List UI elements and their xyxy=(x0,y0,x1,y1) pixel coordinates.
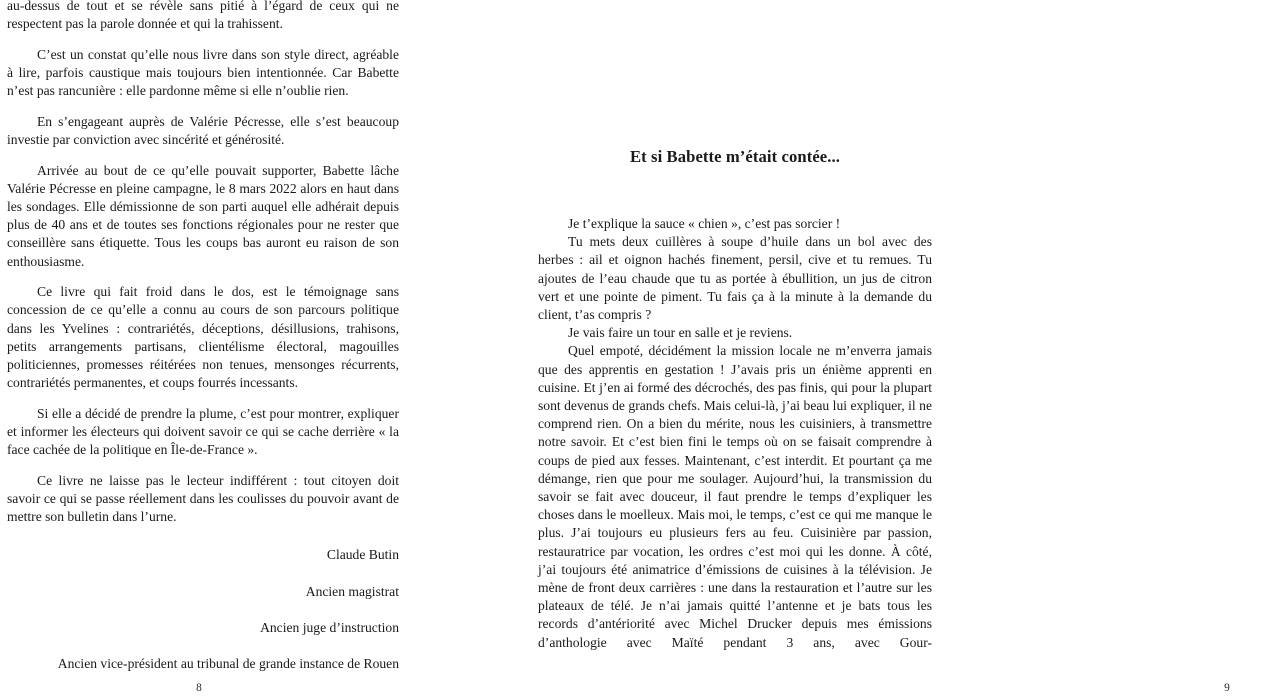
paragraph: C’est un constat qu’elle nous livre dans son style direct, agréable à lire, parfois caustique mais toujours bien intentionnée. Car Babette n’est pas rancunière : elle pardonne même si elle n’oublie rien. xyxy=(7,46,399,99)
chapter-title: Et si Babette m’était contée... xyxy=(630,147,840,166)
verso-textblock xyxy=(7,0,399,673)
page-verso xyxy=(0,0,455,700)
page-recto xyxy=(492,0,1230,700)
paragraph: Ce livre ne laisse pas le lecteur indifférent : tout citoyen doit savoir ce qui se passe réellement dans les coulisses du pouvoir avant de mettre son bulletin dans l’urne. xyxy=(7,472,399,525)
paragraph: Tu mets deux cuillères à soupe d’huile dans un bol avec des herbes : ail et oignon hachés finement, persil, cive et tu remues. Tu ajoutes de l’eau chaude que tu as portée à ébullition, un jus de citron vert et une pointe de piment. Tu fais ça à la minute à la demande du client, t’as compris ? xyxy=(538,234,932,323)
paragraph: Je t’explique la sauce « chien », c’est pas sorcier ! xyxy=(568,216,841,231)
paragraph: En s’engageant auprès de Valérie Pécresse, elle s’est beaucoup investie par conviction avec sincérité et générosité. xyxy=(7,113,399,147)
signature-title-1: Ancien magistrat xyxy=(305,583,399,599)
page-number-verso: 8 xyxy=(196,682,202,694)
page-number-recto: 9 xyxy=(1224,682,1230,694)
paragraph: Arrivée au bout de ce qu’elle pouvait supporter, Babette lâche Valérie Pécresse en pleine campagne, le 8 mars 2022 alors en haut dans les sondages. Elle démissionne de son parti auquel elle adhérait depuis plus de 40 ans et de toutes ses fonctions régionales pour ne rester que conseillère sans étiquette. Tous les coups bas auront eu raison de son enthousiasme. xyxy=(7,162,399,269)
signature-title-3: Ancien vice-président au tribunal de grande instance de Rouen xyxy=(57,656,399,672)
paragraph: Quel empoté, décidément la mission locale ne m’enverra jamais que des apprentis en gestation ! J’avais pris un énième apprenti en cuisine. Et j’en ai formé des décrochés, des pas finis, qui pour la plupart sont devenus de grands chefs. Mais celui-là, j’ai beau lui expliquer, il ne comprend rien. On a bien du mérite, nous les cuisiniers, à transmettre notre savoir. Et c’est bien fini le temps où on se faisait comprendre à coups de pied aux fesses. Maintenant, c’est interdit. Et pourtant ça me démange, rien que pour me soulager. Aujourd’hui, la transmission du savoir se fait avec douceur, il faut prendre le temps d’expliquer les choses dans le moelleux. Mais moi, le temps, c’est ce qui me manque le plus. J’ai toujours eu plusieurs fers au feu. Cuisinière par passion, restauratrice par vocation, les ordres c’est moi qui les donne. À côté, j’ai toujours été animatrice d’émissions de cuisines à la télévision. Je mène de front deux carrières : une dans la restauration et l’autre sur les plateaux de télé. Je n’ai jamais quitté l’antenne et je bats tous les records d’antériorité avec Michel Drucker depuis mes émissions d’anthologie avec Maïté pendant 3 ans, avec Gour- xyxy=(538,343,932,650)
paragraph: Je vais faire un tour en salle et je reviens. xyxy=(568,325,793,341)
signature-name: Claude Butin xyxy=(326,547,399,563)
recto-textblock xyxy=(538,147,932,652)
signature-title-2: Ancien juge d’instruction xyxy=(260,619,399,635)
paragraph: au-dessus de tout et se révèle sans pitié à l’égard de ceux qui ne respectent pas la parole donnée et qui la trahissent. xyxy=(7,0,399,32)
paragraph: Si elle a décidé de prendre la plume, c’est pour montrer, expliquer et informer les électeurs qui doivent savoir ce qui se cache derrière « la face cachée de la politique en Île-de-France ». xyxy=(7,405,399,458)
paragraph: Ce livre qui fait froid dans le dos, est le témoignage sans concession de ce qu’elle a connu au cours de son parcours politique dans les Yvelines : contrariétés, déceptions, désillusions, trahisons, petits arrangements partisans, clientélisme électoral, magouilles politiciennes, promesses réitérées non tenues, mensonges récurrents, contrariétés permanentes, et coups fourrés incessants. xyxy=(7,284,399,391)
signature-block xyxy=(7,546,399,673)
